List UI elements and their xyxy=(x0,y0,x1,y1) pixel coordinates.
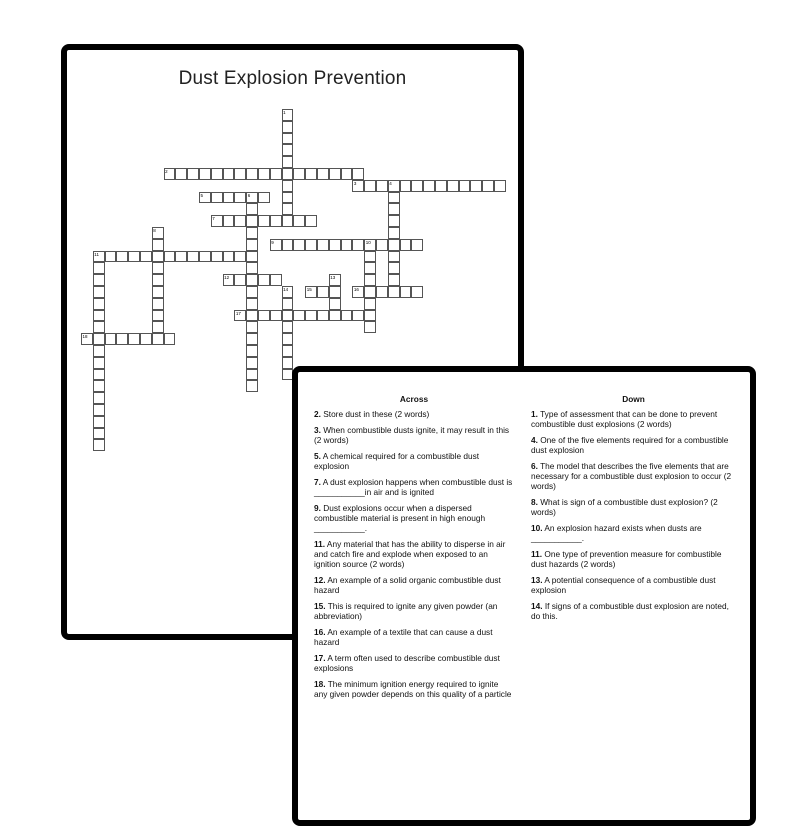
grid-cell[interactable] xyxy=(246,203,258,215)
clue-text: What is sign of a combustible dust explosion? (2 words) xyxy=(531,497,718,517)
across-clues xyxy=(314,394,514,705)
grid-cell[interactable] xyxy=(435,180,447,192)
clue-number-label: 7 xyxy=(212,216,215,222)
grid-cell[interactable] xyxy=(258,168,270,180)
grid-cell[interactable] xyxy=(246,333,258,345)
grid-cell[interactable] xyxy=(282,333,294,345)
grid-cell[interactable] xyxy=(388,251,400,263)
down-clue-list xyxy=(531,409,736,621)
clue-number-label: 11 xyxy=(94,251,99,257)
grid-cell[interactable] xyxy=(93,310,105,322)
clue-text: Any material that has the ability to disperse in air and catch fire and explode when exposed to an ignition source (2 words) xyxy=(314,539,506,569)
clue-number-label: 2 xyxy=(165,169,168,174)
grid-cell[interactable] xyxy=(164,333,176,345)
grid-cell[interactable] xyxy=(93,298,105,310)
grid-cell[interactable] xyxy=(305,168,317,180)
grid-cell[interactable] xyxy=(388,192,400,204)
clue-text: A chemical required for a combustible dust explosion xyxy=(314,451,480,471)
grid-cell[interactable] xyxy=(116,333,128,345)
clue-number: 5. xyxy=(314,451,321,461)
grid-cell[interactable] xyxy=(329,168,341,180)
grid-cell[interactable] xyxy=(305,239,317,251)
grid-cell[interactable] xyxy=(317,310,329,322)
grid-cell[interactable] xyxy=(282,144,294,156)
clue-item xyxy=(314,653,514,673)
clue-number-label: 15 xyxy=(306,287,312,292)
grid-cell[interactable] xyxy=(388,286,400,298)
grid-cell[interactable] xyxy=(93,262,105,274)
clue-item xyxy=(314,679,514,699)
grid-cell[interactable] xyxy=(282,192,294,204)
clue-item xyxy=(314,477,514,497)
grid-cell[interactable] xyxy=(199,168,211,180)
grid-cell[interactable] xyxy=(199,251,211,263)
grid-cell[interactable] xyxy=(246,239,258,251)
grid-cell[interactable] xyxy=(152,262,164,274)
clue-item xyxy=(314,451,514,471)
clue-number-label: 9 xyxy=(271,239,274,245)
grid-cell[interactable] xyxy=(364,310,376,322)
grid-cell[interactable] xyxy=(329,286,341,298)
grid-cell[interactable] xyxy=(140,333,152,345)
grid-cell[interactable] xyxy=(246,380,258,392)
grid-cell[interactable] xyxy=(317,286,329,298)
grid-cell[interactable] xyxy=(93,404,105,416)
clue-item xyxy=(314,409,514,419)
grid-cell[interactable] xyxy=(364,180,376,192)
clue-number-label: 17 xyxy=(235,310,241,316)
grid-cell[interactable] xyxy=(376,180,388,192)
grid-cell[interactable] xyxy=(164,251,176,263)
grid-cell[interactable] xyxy=(246,369,258,381)
grid-cell[interactable] xyxy=(152,310,164,322)
clue-sheet xyxy=(292,366,756,826)
clue-item xyxy=(531,409,736,429)
clue-text: An example of a solid organic combustible dust hazard xyxy=(314,575,501,595)
grid-cell[interactable] xyxy=(376,286,388,298)
grid-cell[interactable] xyxy=(388,262,400,274)
clue-number: 13. xyxy=(531,575,543,585)
grid-cell[interactable] xyxy=(388,239,400,251)
clue-text: A term often used to describe combustible dust explosions xyxy=(314,653,500,673)
grid-cell[interactable] xyxy=(246,345,258,357)
clue-number: 4. xyxy=(531,435,538,445)
grid-cell[interactable] xyxy=(152,274,164,286)
grid-cell[interactable] xyxy=(152,333,164,345)
grid-cell[interactable] xyxy=(282,298,294,310)
grid-cell[interactable] xyxy=(140,251,152,263)
grid-cell[interactable] xyxy=(341,239,353,251)
grid-cell[interactable] xyxy=(246,310,258,322)
grid-cell[interactable] xyxy=(246,215,258,227)
grid-cell[interactable] xyxy=(282,345,294,357)
down-heading: Down xyxy=(622,394,645,404)
grid-cell[interactable] xyxy=(282,133,294,145)
grid-cell[interactable] xyxy=(317,239,329,251)
grid-cell[interactable] xyxy=(494,180,506,192)
clue-number: 16. xyxy=(314,627,326,637)
grid-cell[interactable] xyxy=(105,333,117,345)
grid-cell[interactable] xyxy=(270,274,282,286)
grid-cell[interactable] xyxy=(388,274,400,286)
grid-cell[interactable] xyxy=(246,321,258,333)
grid-cell[interactable] xyxy=(270,168,282,180)
grid-cell[interactable] xyxy=(93,286,105,298)
grid-cell[interactable] xyxy=(246,251,258,263)
grid-cell[interactable] xyxy=(93,428,105,440)
grid-cell[interactable] xyxy=(152,286,164,298)
across-clue-list xyxy=(314,409,514,699)
grid-cell[interactable] xyxy=(246,262,258,274)
clue-item xyxy=(531,575,736,595)
clue-number: 9. xyxy=(314,503,321,513)
clue-item xyxy=(314,601,514,621)
grid-cell[interactable] xyxy=(211,251,223,263)
clue-text: Store dust in these (2 words) xyxy=(320,409,430,419)
grid-cell[interactable] xyxy=(282,357,294,369)
clue-number: 2. xyxy=(314,409,321,419)
grid-cell[interactable] xyxy=(116,251,128,263)
clue-number: 10. xyxy=(531,523,543,533)
grid-cell[interactable] xyxy=(352,310,364,322)
grid-cell[interactable] xyxy=(388,227,400,239)
grid-cell[interactable] xyxy=(411,180,423,192)
grid-cell[interactable] xyxy=(246,298,258,310)
grid-cell[interactable] xyxy=(93,274,105,286)
grid-cell[interactable] xyxy=(282,215,294,227)
clue-text: The model that describes the five elements that are necessary for a combustible dust explosion to occur (2 words) xyxy=(531,461,732,491)
clue-text: When combustible dusts ignite, it may result in this (2 words) xyxy=(314,425,510,445)
grid-cell[interactable] xyxy=(400,286,412,298)
clue-number: 11. xyxy=(314,539,326,549)
grid-cell[interactable] xyxy=(128,251,140,263)
clue-number-label: 4 xyxy=(389,180,392,186)
clue-number: 6. xyxy=(531,461,538,471)
grid-cell[interactable] xyxy=(470,180,482,192)
grid-cell[interactable] xyxy=(93,369,105,381)
clue-number: 12. xyxy=(314,575,326,585)
grid-cell[interactable] xyxy=(293,310,305,322)
grid-cell[interactable] xyxy=(152,239,164,251)
down-clues xyxy=(531,394,736,627)
grid-cell[interactable] xyxy=(93,333,105,345)
grid-cell[interactable] xyxy=(364,321,376,333)
clue-number: 1. xyxy=(531,409,538,419)
grid-cell[interactable] xyxy=(411,286,423,298)
grid-cell[interactable] xyxy=(282,310,294,322)
grid-cell[interactable] xyxy=(400,239,412,251)
grid-cell[interactable] xyxy=(258,215,270,227)
grid-cell[interactable] xyxy=(364,262,376,274)
grid-cell[interactable] xyxy=(187,168,199,180)
clue-number-label: 12 xyxy=(224,275,230,281)
clue-number-label: 8 xyxy=(153,228,156,233)
clue-number: 7. xyxy=(314,477,321,487)
clue-item xyxy=(531,549,736,569)
clue-text: An explosion hazard exists when dusts are ___________. xyxy=(531,523,702,543)
grid-cell[interactable] xyxy=(459,180,471,192)
grid-cell[interactable] xyxy=(93,439,105,451)
grid-cell[interactable] xyxy=(305,310,317,322)
grid-cell[interactable] xyxy=(223,215,235,227)
grid-cell[interactable] xyxy=(341,310,353,322)
grid-cell[interactable] xyxy=(258,274,270,286)
clue-number-label: 16 xyxy=(353,287,359,292)
grid-cell[interactable] xyxy=(270,310,282,322)
clue-text: If signs of a combustible dust explosion are noted, do this. xyxy=(531,601,729,621)
clue-text: This is required to ignite any given powder (an abbreviation) xyxy=(314,601,498,621)
grid-cell[interactable] xyxy=(93,416,105,428)
clue-number: 3. xyxy=(314,425,321,435)
grid-cell[interactable] xyxy=(175,168,187,180)
grid-cell[interactable] xyxy=(364,286,376,298)
clue-item xyxy=(531,435,736,455)
grid-cell[interactable] xyxy=(329,239,341,251)
grid-cell[interactable] xyxy=(223,168,235,180)
clue-item xyxy=(531,497,736,517)
clue-item xyxy=(314,575,514,595)
grid-cell[interactable] xyxy=(93,321,105,333)
clue-item xyxy=(314,539,514,569)
grid-cell[interactable] xyxy=(246,357,258,369)
clue-number-label: 3 xyxy=(353,180,357,186)
grid-cell[interactable] xyxy=(211,168,223,180)
clue-text: Dust explosions occur when a dispersed combustible material is present in high enough ___________. xyxy=(314,503,486,533)
grid-cell[interactable] xyxy=(293,215,305,227)
grid-cell[interactable] xyxy=(317,168,329,180)
clue-number: 11. xyxy=(531,549,543,559)
clue-number-label: 13 xyxy=(330,275,336,281)
clue-item xyxy=(531,523,736,543)
grid-cell[interactable] xyxy=(234,215,246,227)
clue-text: One of the five elements required for a combustible dust explosion xyxy=(531,435,729,455)
clue-number: 15. xyxy=(314,601,326,611)
clue-number-label: 6 xyxy=(247,192,251,198)
grid-cell[interactable] xyxy=(152,298,164,310)
puzzle-title: Dust Explosion Prevention xyxy=(178,68,407,89)
grid-cell[interactable] xyxy=(400,180,412,192)
clue-number-label: 10 xyxy=(365,239,371,245)
grid-cell[interactable] xyxy=(411,239,423,251)
grid-cell[interactable] xyxy=(258,310,270,322)
grid-cell[interactable] xyxy=(282,180,294,192)
grid-cell[interactable] xyxy=(282,239,294,251)
clue-text: A dust explosion happens when combustible dust is ___________in air and is ignited xyxy=(314,477,513,497)
clue-text: Type of assessment that can be done to prevent combustible dust explosions (2 words) xyxy=(531,409,718,429)
grid-cell[interactable] xyxy=(305,215,317,227)
grid-cell[interactable] xyxy=(388,215,400,227)
grid-cell[interactable] xyxy=(352,239,364,251)
grid-cell[interactable] xyxy=(223,251,235,263)
clue-item xyxy=(314,627,514,647)
grid-cell[interactable] xyxy=(282,121,294,133)
clue-number-label: 5 xyxy=(200,192,204,198)
grid-cell[interactable] xyxy=(223,192,235,204)
grid-cell[interactable] xyxy=(376,239,388,251)
grid-cell[interactable] xyxy=(105,251,117,263)
grid-cell[interactable] xyxy=(234,251,246,263)
grid-cell[interactable] xyxy=(93,392,105,404)
grid-cell[interactable] xyxy=(152,321,164,333)
grid-cell[interactable] xyxy=(482,180,494,192)
grid-cell[interactable] xyxy=(364,251,376,263)
clue-number-label: 1 xyxy=(283,110,286,115)
clue-number: 18. xyxy=(314,679,326,689)
grid-cell[interactable] xyxy=(234,168,246,180)
grid-cell[interactable] xyxy=(282,156,294,168)
grid-cell[interactable] xyxy=(246,227,258,239)
clue-number-label: 14 xyxy=(283,287,289,292)
across-heading: Across xyxy=(399,394,429,404)
clue-text: One type of prevention measure for combustible dust hazards (2 words) xyxy=(531,549,722,569)
clue-text: The minimum ignition energy required to ignite any given powder depends on this quality of a particle xyxy=(314,679,512,699)
grid-cell[interactable] xyxy=(341,168,353,180)
grid-cell[interactable] xyxy=(329,310,341,322)
clue-number: 17. xyxy=(314,653,326,663)
grid-cell[interactable] xyxy=(93,357,105,369)
clue-number-label: 18 xyxy=(82,334,88,340)
grid-cell[interactable] xyxy=(152,251,164,263)
clue-item xyxy=(531,461,736,491)
grid-cell[interactable] xyxy=(293,168,305,180)
grid-cell[interactable] xyxy=(128,333,140,345)
grid-cell[interactable] xyxy=(93,345,105,357)
grid-cell[interactable] xyxy=(388,203,400,215)
grid-cell[interactable] xyxy=(246,274,258,286)
grid-cell[interactable] xyxy=(352,168,364,180)
grid-cell[interactable] xyxy=(364,274,376,286)
clue-item xyxy=(314,425,514,445)
grid-cell[interactable] xyxy=(258,192,270,204)
grid-cell[interactable] xyxy=(282,168,294,180)
grid-cell[interactable] xyxy=(282,203,294,215)
grid-cell[interactable] xyxy=(423,180,435,192)
grid-cell[interactable] xyxy=(175,251,187,263)
grid-cell[interactable] xyxy=(282,321,294,333)
grid-cell[interactable] xyxy=(270,215,282,227)
clue-text: An example of a textile that can cause a dust hazard xyxy=(314,627,493,647)
clue-number: 8. xyxy=(531,497,538,507)
grid-cell[interactable] xyxy=(211,192,223,204)
grid-cell[interactable] xyxy=(246,286,258,298)
grid-cell[interactable] xyxy=(187,251,199,263)
grid-cell[interactable] xyxy=(93,380,105,392)
grid-cell[interactable] xyxy=(234,192,246,204)
grid-cell[interactable] xyxy=(234,274,246,286)
grid-cell[interactable] xyxy=(246,168,258,180)
clue-item xyxy=(531,601,736,621)
grid-cell[interactable] xyxy=(293,239,305,251)
grid-cell[interactable] xyxy=(447,180,459,192)
clue-text: A potential consequence of a combustible dust explosion xyxy=(531,575,716,595)
grid-cell[interactable] xyxy=(329,298,341,310)
clue-item xyxy=(314,503,514,533)
grid-cell[interactable] xyxy=(364,298,376,310)
clue-number: 14. xyxy=(531,601,543,611)
